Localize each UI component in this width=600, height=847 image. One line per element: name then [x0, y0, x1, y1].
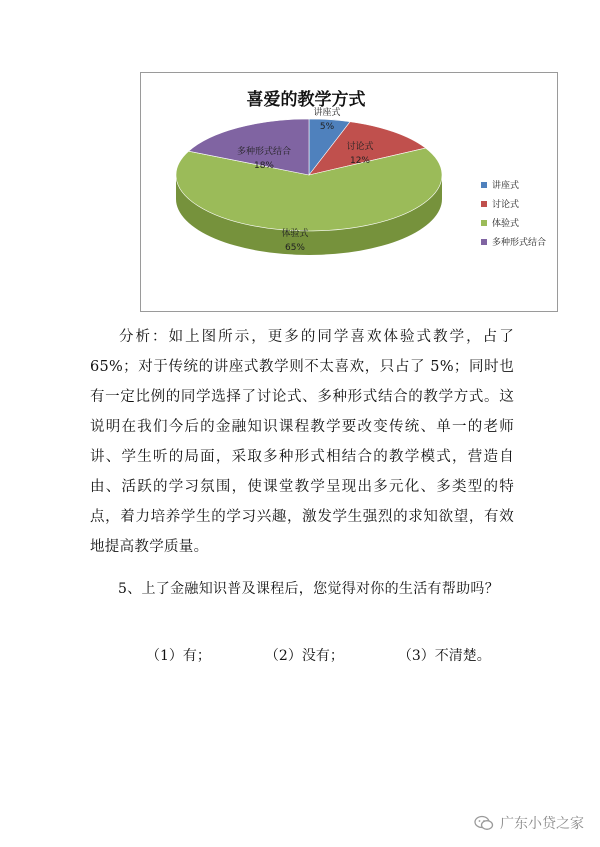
option-unclear: （3）不清楚。	[397, 648, 491, 664]
option-no: （2）没有；	[264, 648, 344, 664]
chart-frame	[140, 72, 558, 312]
legend-item	[481, 213, 546, 232]
legend-item	[481, 175, 546, 194]
option-yes: （1）有；	[146, 648, 211, 664]
legend-label: 体验式	[492, 219, 520, 229]
question-text: 5、上了金融知识普及课程后，您觉得对你的生活有帮助吗？	[118, 581, 500, 597]
legend-swatch	[481, 220, 487, 226]
legend-swatch	[481, 182, 487, 188]
legend-item	[481, 232, 546, 251]
legend-label: 讲座式	[492, 181, 520, 191]
slice-category-label: 体验式	[281, 229, 309, 239]
slice-value-label: 18%	[253, 161, 275, 171]
slice-value-label: 12%	[349, 156, 371, 166]
legend-label: 讨论式	[492, 200, 520, 210]
legend-item	[481, 194, 546, 213]
chart-legend	[481, 175, 546, 251]
watermark	[474, 813, 584, 833]
slice-category-label: 讲座式	[313, 108, 341, 118]
slice-category-label: 多种形式结合	[236, 147, 292, 157]
chart-title: 喜爱的教学方式	[246, 90, 366, 110]
slice-category-label: 讨论式	[346, 142, 374, 152]
analysis-text: 分析：如上图所示，更多的同学喜欢体验式教学，占了65%；对于传统的讲座式教学则不太喜欢，只占了 5%；同时也有一定比例的同学选择了讨论式、多种形式结合的教学方式。这说明在我们今后的金融知识课程教学要改变传统、单一的老师讲、学生听的局面，采取多种形式相结合的教学模式，营造自由、活跃的学习氛围，使课堂教学呈现出多元化、多类型的特点，着力培养学生的学习兴趣，激发学生强烈的求知欲望，有效地提高教学质量。	[90, 329, 514, 555]
watermark-text: 广东小贷之家	[500, 816, 584, 832]
legend-label: 多种形式结合	[492, 238, 547, 248]
answer-options	[146, 642, 546, 670]
legend-swatch	[481, 201, 487, 207]
slice-value-label: 65%	[284, 243, 306, 253]
survey-question	[90, 574, 514, 604]
slice-value-label: 5%	[319, 122, 335, 132]
legend-swatch	[481, 239, 487, 245]
wechat-icon	[474, 815, 494, 831]
analysis-paragraph	[90, 322, 514, 562]
